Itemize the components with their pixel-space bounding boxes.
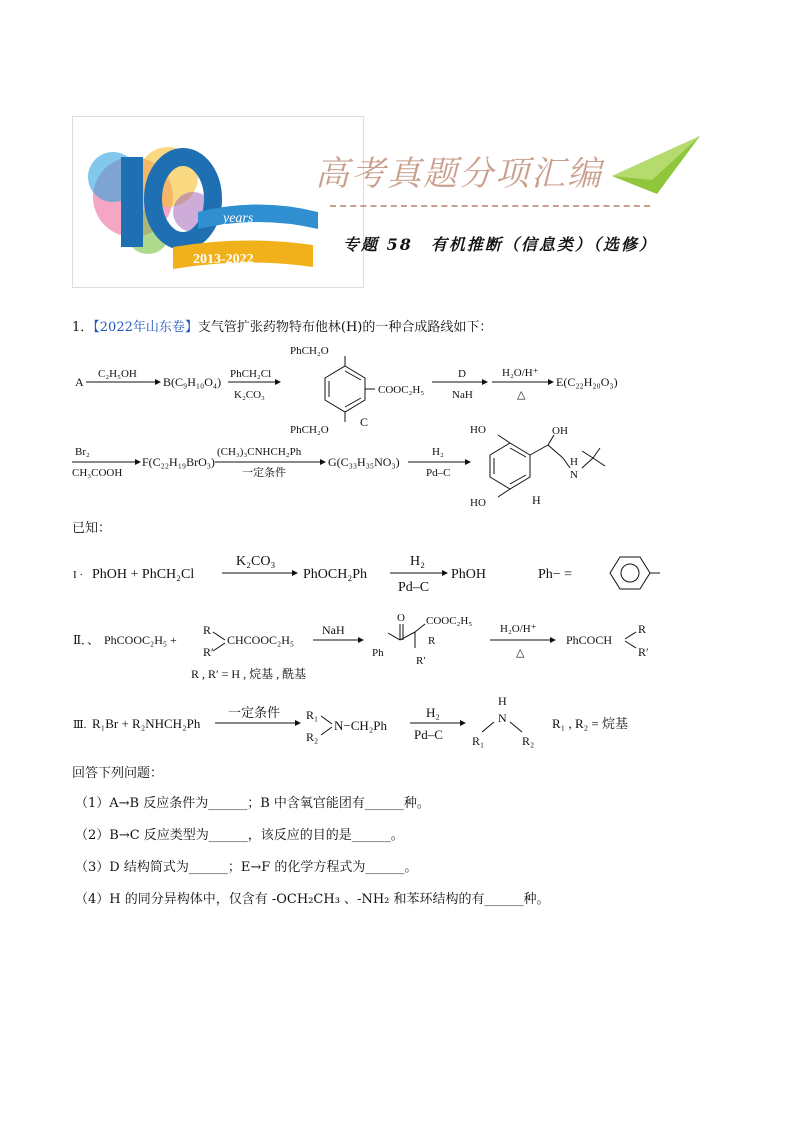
reagent-cd-top: D [458, 368, 466, 380]
known3-reactants: R₁Br + R₂NHCH₂Ph [92, 716, 201, 731]
series-title: 高考真题分项汇编 [315, 154, 603, 194]
reagent-bc-top: PhCH₂Cl [230, 368, 272, 380]
reagent-gh-top: H₂ [432, 446, 444, 458]
known3-cond2-bottom: Pd–C [414, 727, 443, 742]
h-n: N [570, 469, 578, 481]
known2-num: Ⅱ．、 [73, 633, 100, 647]
years-badge: years [223, 211, 254, 226]
subquestion-3: （3）D 结构简式为______；E→F 的化学方程式为______。 [75, 860, 418, 875]
reagent-fg-top: (CH₃)₃CNHCH₂Ph [217, 446, 302, 458]
subquestion-2: （2）B→C 反应类型为______，该反应的目的是______。 [75, 828, 404, 843]
known2-prod-r: R [638, 622, 647, 636]
reagent-ef-bottom: CH₃COOH [72, 467, 123, 479]
known-label: 已知： [72, 521, 112, 536]
compound-a: A [75, 375, 84, 389]
header-banner [72, 116, 364, 288]
known1-product: PhOH [451, 567, 487, 582]
known3-pr2: R₂ [522, 734, 535, 748]
reagent-e-top: H₂O/H⁺ [502, 367, 539, 379]
known3-n: N [498, 711, 507, 725]
known2-cond1: NaH [322, 623, 345, 637]
known1-cond2-top: H₂ [410, 554, 425, 569]
compound-f: F(C₂₂H₁₉BrO₃) [142, 455, 215, 469]
known3-num: Ⅲ. [73, 719, 87, 731]
known2-reactant1: PhCOOC₂H₅ + [104, 633, 177, 647]
known3-r2: R₂ [306, 730, 319, 744]
phenyl-ring-icon [610, 557, 660, 589]
known-reaction-1 [70, 545, 750, 595]
title-divider [330, 205, 650, 207]
h-oh: OH [552, 425, 568, 437]
known-reaction-3 [70, 690, 760, 750]
reagent-ab: C₂H₅OH [98, 368, 137, 380]
known2-ph: Ph [372, 647, 384, 659]
known1-cond2-bottom: Pd–C [398, 580, 430, 595]
h-nh: H [570, 456, 578, 468]
compound-h-label: H [532, 493, 541, 507]
known2-cond2-bottom: △ [516, 647, 525, 659]
known3-cond2-top: H₂ [426, 705, 440, 720]
question-text: 支气管扩张药物特布他林(H)的一种合成路线如下： [197, 320, 493, 335]
subquestion-4: （4）H 的同分异构体中，仅含有 -OCH₂CH₃ 、-NH₂ 和苯环结构的有______种。 [75, 892, 550, 907]
known2-chain: CHCOOC₂H₅ [227, 633, 295, 647]
reagent-ef-top: Br₂ [75, 446, 90, 458]
known3-cond1: 一定条件 [228, 705, 281, 720]
known1-cond1: K₂CO₃ [236, 554, 276, 569]
compound-g: G(C₃₃H₃₅NO₃) [328, 455, 400, 469]
reagent-gh-bottom: Pd–C [426, 467, 451, 479]
known2-pr: R [428, 635, 436, 647]
question-stem [72, 316, 492, 335]
question-number: 1． [72, 320, 94, 335]
topic-title: 专题 58 有机推断（信息类）（选修） [343, 235, 657, 254]
ph-definition: Ph− = [538, 567, 573, 582]
question-source: 【2022年山东卷】 [93, 320, 198, 335]
c-sub-bottom: PhCH₂O [290, 424, 329, 436]
known1-mid: PhOCH₂Ph [303, 567, 368, 582]
known2-pr-prime: R′ [416, 655, 426, 667]
c-sub-top: PhCH₂O [290, 345, 329, 357]
compound-e: E(C₂₂H₂₀O₃) [556, 375, 618, 389]
known2-r: R [203, 623, 212, 637]
answer-prompt: 回答下列问题： [72, 766, 164, 781]
ten-years-logo [73, 117, 363, 287]
paper-plane-icon [612, 136, 702, 196]
known3-pr1: R₁ [472, 734, 485, 748]
h-ho-top: HO [470, 424, 486, 436]
reagent-cd-bottom: NaH [452, 389, 473, 401]
compound-c-structure [325, 356, 375, 422]
compound-h-structure [490, 435, 605, 497]
known2-note: R , R′ = H , 烷基 , 酰基 [191, 667, 307, 681]
reagent-bc-bottom: K₂CO₃ [234, 389, 265, 401]
known3-r1: R₁ [306, 708, 319, 722]
known1-num: I · [73, 569, 84, 581]
year-range: 2013-2022 [193, 252, 254, 267]
subquestion-1: （1）A→B 反应条件为______；B 中含氧官能团有______种。 [75, 796, 430, 811]
synthesis-route [70, 338, 750, 508]
known2-r-prime: R′ [203, 645, 214, 659]
h-ho-bottom: HO [470, 497, 486, 508]
known2-prod-r-prime: R′ [638, 645, 649, 659]
known3-n-chain: N−CH₂Ph [334, 718, 388, 733]
known1-reactants: PhOH + PhCH₂Cl [92, 567, 195, 582]
known2-cond2-top: H₂O/H⁺ [500, 623, 537, 635]
known2-product: PhCOCH [566, 633, 613, 647]
c-ester: COOC₂H₅ [378, 384, 425, 396]
compound-b: B(C₉H₁₀O₄) [163, 375, 222, 389]
reagent-e-bottom: △ [517, 389, 526, 401]
known3-h: H [498, 694, 507, 708]
known2-o: O [397, 612, 405, 624]
known3-note: R₁ , R₂ = 烷基 [552, 716, 628, 731]
known2-ester: COOC₂H₅ [426, 615, 473, 627]
known-reaction-2 [70, 608, 760, 688]
compound-c-label: C [360, 415, 369, 429]
reagent-fg-bottom: 一定条件 [242, 467, 286, 479]
